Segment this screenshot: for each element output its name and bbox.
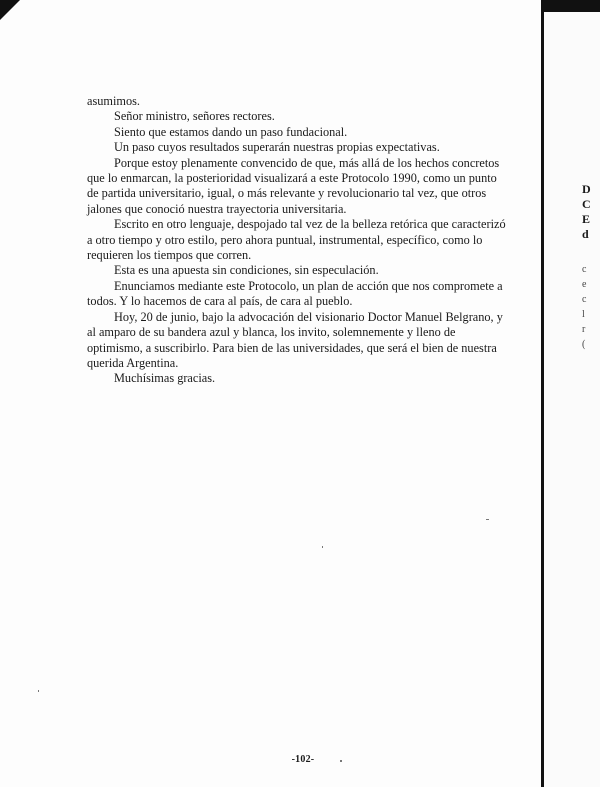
paragraph-4: Un paso cuyos resultados superarán nuestras propias expectativas. (114, 140, 440, 155)
scan-corner-shadow (0, 0, 20, 20)
scan-speck (38, 690, 39, 692)
scan-speck (340, 760, 342, 762)
fragment-light-2: e (582, 279, 587, 290)
paragraph-8: Enunciamos mediante este Protocolo, un plan de acción que nos compromete a todos. Y lo hacemos de cara al país, de cara al pueblo. (87, 278, 503, 309)
scan-speck (322, 546, 323, 548)
fragment-light-1: c (582, 264, 587, 275)
paragraph-3: Siento que estamos dando un paso fundacional. (114, 124, 348, 139)
paragraph-1: asumimos. (87, 94, 140, 108)
body-text (87, 94, 511, 387)
fragment-bold-2: C (582, 197, 591, 211)
book-spine-shadow-top (541, 0, 600, 12)
facing-page-fragments (582, 182, 600, 352)
fragment-bold-3: E (582, 212, 591, 226)
fragment-light-7: ( (582, 339, 586, 350)
paragraph-7: Esta es una apuesta sin condiciones, sin especulación. (114, 263, 379, 278)
fragment-light-3: c (582, 294, 587, 305)
fragment-bold-1: D (582, 182, 591, 196)
paragraph-2: Señor ministro, señores rectores. (114, 109, 275, 124)
facing-page-edge (544, 12, 600, 787)
paragraph-5: Porque estoy plenamente convencido de que, más allá de los hechos concretos que lo enmarcan, la posterioridad visualizará a este Protocolo 1990, como un punto de partida universitario, igual, o más relevante y revolucionario tal vez, que otros jalones que conoció nuestra trayectoria universitaria. (87, 155, 500, 216)
fragment-light-6: r (582, 324, 586, 335)
paragraph-10: Muchísimas gracias. (114, 371, 216, 386)
fragment-bold-4: d (582, 227, 589, 241)
fragment-light-5: l (582, 309, 585, 320)
paragraph-6: Escrito en otro lenguaje, despojado tal vez de la belleza retórica que caracterizó a otro tiempo y otro estilo, pero ahora puntual, instrumental, específico, como lo requieren los tiempos que corren. (87, 217, 506, 263)
scan-speck (486, 519, 489, 520)
page-number: -102- (291, 754, 315, 765)
paragraph-9: Hoy, 20 de junio, bajo la advocación del visionario Doctor Manuel Belgrano, y al amparo de su bandera azul y blanca, los invito, solemnemente y lleno de optimismo, a suscribirlo. Para bien de las universidades, que será el bien de nuestra querida Argentina. (87, 309, 503, 370)
